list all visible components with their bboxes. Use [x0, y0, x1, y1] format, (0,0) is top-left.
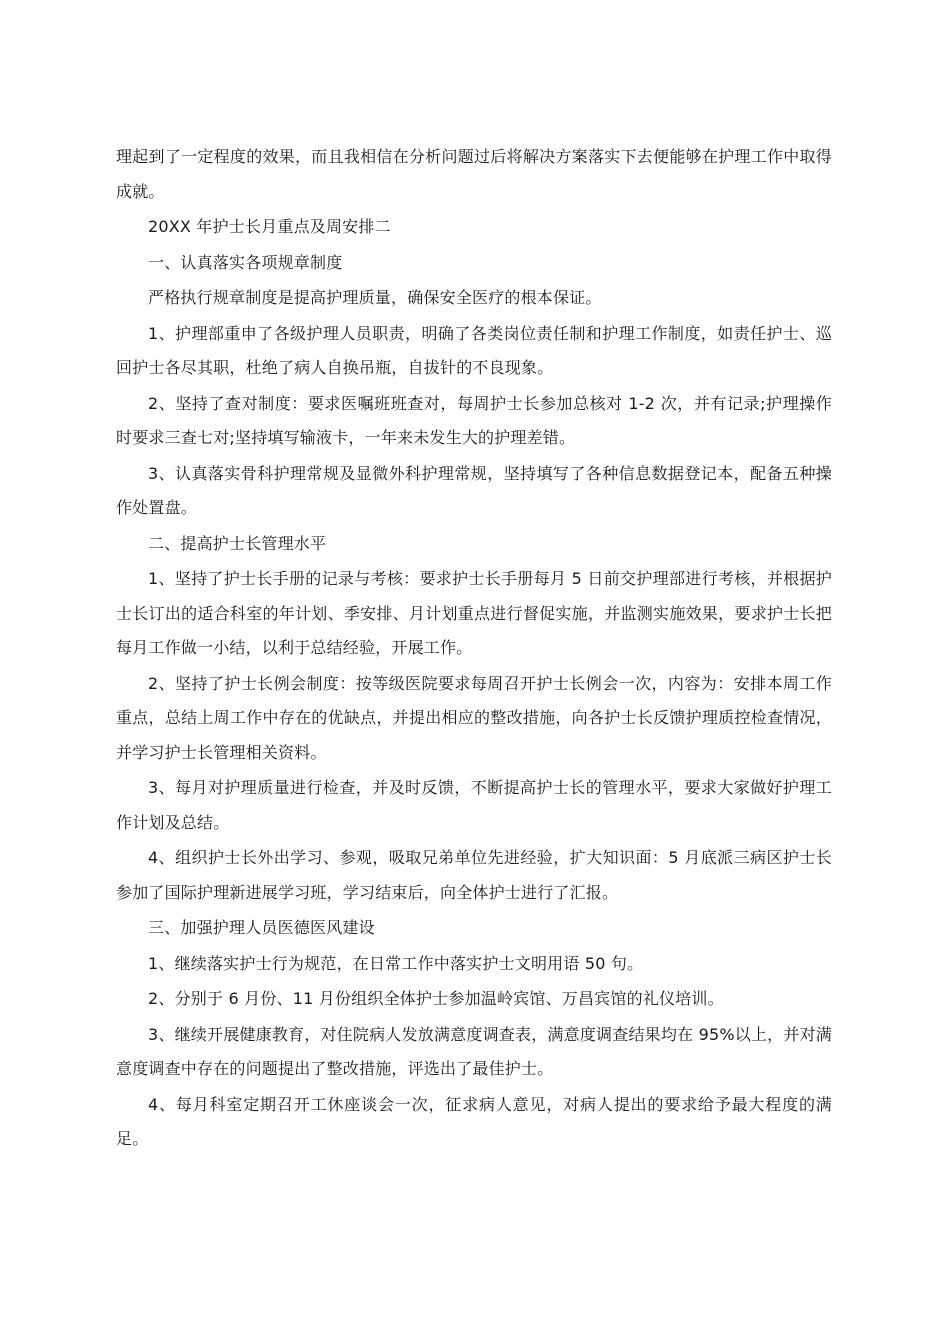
- paragraph: 1、护理部重申了各级护理人员职责，明确了各类岗位责任制和护理工作制度，如责任护士、巡回护士各尽其职，杜绝了病人自换吊瓶，自拔针的不良现象。: [116, 323, 832, 377]
- paragraph: 3、认真落实骨科护理常规及显微外科护理常规，坚持填写了各种信息数据登记本，配备五种操作处置盘。: [116, 463, 832, 517]
- paragraph: 4、组织护士长外出学习、参观，吸取兄弟单位先进经验，扩大知识面：5 月底派三病区护士长参加了国际护理新进展学习班，学习结束后，向全体护士进行了汇报。: [116, 848, 832, 902]
- heading-rules: 一、认真落实各项规章制度: [148, 252, 343, 272]
- paragraph: 2、分别于 6 月份、11 月份组织全体护士参加温岭宾馆、万昌宾馆的礼仪培训。: [148, 989, 724, 1008]
- paragraph: 3、继续开展健康教育，对住院病人发放满意度调查表，满意度调查结果均在 95%以上，并对满意度调查中存在的问题提出了整改措施，评选出了最佳护士。: [116, 1024, 832, 1078]
- paragraph: 1、坚持了护士长手册的记录与考核：要求护士长手册每月 5 日前交护理部进行考核，并根据护士长订出的适合科室的年计划、季安排、月计划重点进行督促实施，并监测实施效果，要求护士长把每月工作做一小结，以利于总结经验，开展工作。: [116, 569, 832, 657]
- section-heading-plan-two: 20XX 年护士长月重点及周安排二: [148, 217, 391, 236]
- paragraph: 1、继续落实护士行为规范，在日常工作中落实护士文明用语 50 句。: [148, 953, 644, 973]
- paragraph: 2、坚持了护士长例会制度：按等级医院要求每周召开护士长例会一次，内容为：安排本周工作重点，总结上周工作中存在的优缺点，并提出相应的整改措施，向各护士长反馈护理质控检查情况，并学习护士长管理相关资料。: [116, 673, 832, 762]
- document-body: [116, 140, 832, 1158]
- paragraph: 严格执行规章制度是提高护理质量，确保安全医疗的根本保证。: [148, 288, 602, 307]
- paragraph: 3、每月对护理质量进行检查，并及时反馈，不断提高护士长的管理水平，要求大家做好护理工作计划及总结。: [116, 778, 832, 832]
- paragraph: 2、坚持了查对制度：要求医嘱班班查对，每周护士长参加总核对 1-2 次，并有记录;护理操作时要求三查七对;坚持填写输液卡，一年来未发生大的护理差错。: [116, 393, 832, 447]
- paragraph: 4、每月科室定期召开工休座谈会一次，征求病人意见，对病人提出的要求给予最大程度的满足。: [116, 1094, 832, 1148]
- heading-ethics: 三、加强护理人员医德医风建设: [148, 918, 375, 937]
- paragraph-continuation: 理起到了一定程度的效果，而且我相信在分析问题过后将解决方案落实下去便能够在护理工作中取得成就。: [116, 147, 832, 201]
- heading-management: 二、提高护士长管理水平: [148, 533, 327, 553]
